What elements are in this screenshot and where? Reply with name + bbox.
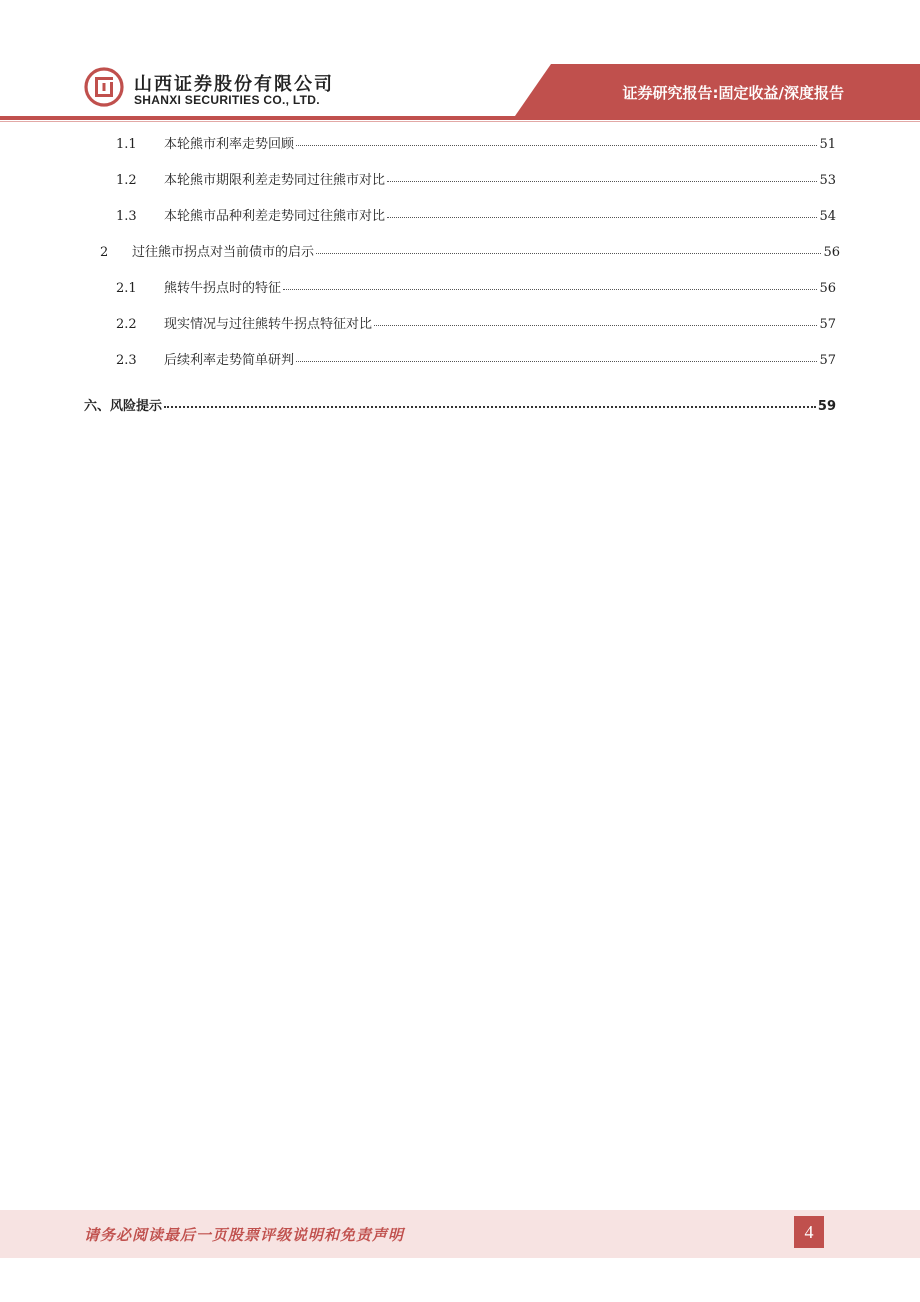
toc-entry[interactable]	[116, 205, 836, 225]
toc-entry-number: 1.2	[116, 173, 137, 188]
page-number: 4	[794, 1216, 824, 1248]
toc-entry[interactable]	[116, 277, 836, 297]
toc-entry-page: 56	[823, 245, 840, 260]
toc-entry-title: 本轮熊市期限利差走势同过往熊市对比	[164, 173, 386, 188]
toc-entry-page: 57	[819, 353, 836, 368]
toc-entry-title: 六、风险提示	[84, 399, 163, 414]
company-name-en: SHANXI SECURITIES CO., LTD.	[134, 93, 320, 107]
toc-entry-page: 54	[819, 209, 836, 224]
toc-entry-page: 53	[819, 173, 836, 188]
report-type-label: 证券研究报告:固定收益/深度报告	[622, 84, 844, 102]
toc-entry-number: 2.2	[116, 317, 137, 332]
toc-entry[interactable]	[116, 349, 836, 369]
toc-entry-title: 现实情况与过往熊转牛拐点特征对比	[164, 317, 373, 332]
toc-leader-dots	[374, 324, 817, 326]
toc-entry[interactable]	[100, 241, 840, 261]
toc-entry-number: 2	[100, 245, 109, 260]
toc-entry-section[interactable]	[84, 395, 836, 415]
page-header	[0, 0, 920, 125]
toc-leader-dots	[387, 180, 817, 182]
toc-entry-page: 56	[819, 281, 836, 296]
company-name-cn: 山西证券股份有限公司	[134, 74, 334, 95]
toc-entry-page: 59	[817, 399, 836, 414]
toc-leader-dots	[316, 252, 821, 254]
footer-disclaimer: 请务必阅读最后一页股票评级说明和免责声明	[84, 1226, 405, 1244]
toc-entry-title: 本轮熊市利率走势回顾	[164, 137, 295, 152]
toc-entry-title: 熊转牛拐点时的特征	[164, 281, 282, 296]
toc-leader-dots	[296, 144, 817, 146]
toc-entry[interactable]	[116, 313, 836, 333]
toc-entry-page: 51	[819, 137, 836, 152]
toc-entry-title: 后续利率走势简单研判	[164, 353, 295, 368]
toc-leader-dots	[283, 288, 817, 290]
toc-entry-number: 2.1	[116, 281, 137, 296]
toc-entry[interactable]	[116, 169, 836, 189]
toc-entry-number: 2.3	[116, 353, 137, 368]
toc-entry-page: 57	[819, 317, 836, 332]
header-divider	[0, 116, 920, 120]
toc-entry-number: 1.3	[116, 209, 137, 224]
toc-entry-title: 过往熊市拐点对当前债市的启示	[132, 245, 315, 260]
shanxi-securities-logo-icon	[84, 67, 124, 107]
toc-entry[interactable]	[116, 133, 836, 153]
toc-leader-dots	[387, 216, 817, 218]
toc-entry-number: 1.1	[116, 137, 137, 152]
toc-entry-title: 本轮熊市品种利差走势同过往熊市对比	[164, 209, 386, 224]
toc-leader-dots	[296, 360, 817, 362]
toc-leader-dots	[164, 405, 816, 408]
header-divider-thin	[0, 121, 920, 122]
